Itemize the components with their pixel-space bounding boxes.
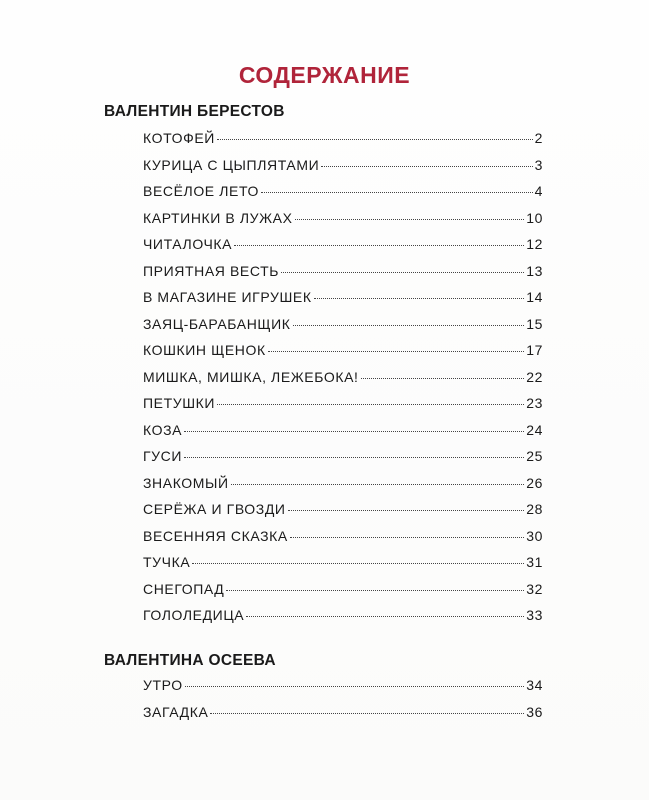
dot-leader: [217, 404, 524, 405]
dot-leader: [184, 457, 524, 458]
toc-entry-title: ВЕСЁЛОЕ ЛЕТО: [143, 183, 259, 199]
toc-entry-title: МИШКА, МИШКА, ЛЕЖЕБОКА!: [143, 368, 359, 385]
toc-entry: [143, 422, 543, 449]
toc-entry-page: 23: [526, 395, 543, 411]
toc-entry: [143, 704, 543, 731]
dot-leader: [361, 378, 525, 379]
toc-entry: [143, 183, 543, 210]
dot-leader: [295, 219, 525, 220]
toc-entry: [143, 289, 543, 316]
toc-entry-page: 36: [526, 703, 543, 720]
toc-entry: [143, 157, 543, 184]
toc-entry-page: 30: [526, 527, 543, 544]
dot-leader: [293, 325, 525, 326]
toc-entry: [143, 395, 543, 422]
toc-entry: [143, 130, 543, 157]
toc-entry-page: 24: [526, 421, 543, 438]
toc-entry-title: КОШКИН ЩЕНОК: [143, 342, 266, 358]
author-heading: ВАЛЕНТИНА ОСЕЕВА: [104, 652, 276, 669]
toc-entry: [143, 528, 543, 555]
toc-entry-title: ТУЧКА: [143, 554, 191, 570]
dot-leader: [261, 192, 533, 193]
toc-entry-title: ЗАГАДКА: [143, 703, 209, 720]
toc-entry-page: 33: [526, 607, 543, 623]
toc-entry: [143, 369, 543, 396]
toc-entry-title: ПРИЯТНАЯ ВЕСТЬ: [143, 262, 280, 279]
dot-leader: [217, 139, 533, 140]
toc-entry-page: 13: [526, 262, 543, 279]
toc-entry-title: СЕРЁЖА И ГВОЗДИ: [143, 501, 286, 517]
dot-leader: [288, 510, 525, 511]
page-title: СОДЕРЖАНИЕ: [238, 62, 411, 88]
dot-leader: [321, 166, 532, 167]
dot-leader: [246, 616, 524, 617]
toc-list: [143, 130, 543, 634]
toc-entry-page: 32: [526, 580, 543, 597]
dot-leader: [192, 563, 524, 564]
toc-entry-page: 25: [526, 448, 543, 464]
dot-leader: [281, 272, 524, 273]
toc-entry-title: ГУСИ: [143, 448, 183, 464]
dot-leader: [210, 713, 524, 714]
dot-leader: [231, 484, 525, 485]
dot-leader: [234, 245, 524, 246]
toc-entry-page: 31: [526, 554, 543, 570]
toc-entry-page: 4: [534, 183, 543, 199]
toc-entry-page: 12: [526, 236, 543, 252]
dot-leader: [185, 686, 524, 687]
toc-entry-title: ВЕСЕННЯЯ СКАЗКА: [143, 527, 288, 544]
toc-entry-page: 17: [526, 342, 543, 358]
toc-entry: [143, 501, 543, 528]
dot-leader: [290, 537, 524, 538]
dot-leader: [226, 590, 524, 591]
dot-leader: [314, 298, 525, 299]
dot-leader: [184, 431, 524, 432]
toc-entry: [143, 236, 543, 263]
toc-entry-title: КАРТИНКИ В ЛУЖАХ: [143, 209, 293, 226]
author-heading: ВАЛЕНТИН БЕРЕСТОВ: [104, 103, 285, 120]
toc-entry-title: ЧИТАЛОЧКА: [143, 236, 233, 252]
toc-entry-title: ЗАЯЦ-БАРАБАНЩИК: [143, 315, 291, 332]
toc-entry: [143, 607, 543, 634]
dot-leader: [268, 351, 524, 352]
toc-entry-title: КОТОФЕЙ: [143, 130, 215, 146]
toc-entry: [143, 316, 543, 343]
toc-entry: [143, 554, 543, 581]
toc-entry: [143, 448, 543, 475]
toc-entry-title: КОЗА: [143, 421, 183, 438]
toc-entry-title: КУРИЦА С ЦЫПЛЯТАМИ: [143, 156, 320, 173]
toc-entry-title: В МАГАЗИНЕ ИГРУШЕК: [143, 289, 312, 305]
toc-entry-title: УТРО: [143, 677, 183, 693]
toc-entry: [143, 581, 543, 608]
toc-entry: [143, 677, 543, 704]
toc-entry-page: 15: [526, 315, 543, 332]
toc-entry-page: 22: [526, 368, 543, 385]
toc-entry-title: ПЕТУШКИ: [143, 395, 216, 411]
toc-entry-page: 28: [526, 501, 543, 517]
toc-entry: [143, 342, 543, 369]
toc-entry-title: СНЕГОПАД: [143, 580, 225, 597]
toc-entry-page: 14: [526, 289, 543, 305]
toc-entry: [143, 263, 543, 290]
toc-entry: [143, 475, 543, 502]
toc-list: [143, 677, 543, 730]
toc-entry-title: ГОЛОЛЕДИЦА: [143, 607, 245, 623]
toc-entry: [143, 210, 543, 237]
toc-entry-page: 3: [534, 156, 543, 173]
toc-entry-page: 2: [534, 130, 543, 146]
toc-entry-title: ЗНАКОМЫЙ: [143, 474, 229, 491]
toc-entry-page: 10: [526, 209, 543, 226]
toc-entry-page: 26: [526, 474, 543, 491]
toc-entry-page: 34: [526, 677, 543, 693]
